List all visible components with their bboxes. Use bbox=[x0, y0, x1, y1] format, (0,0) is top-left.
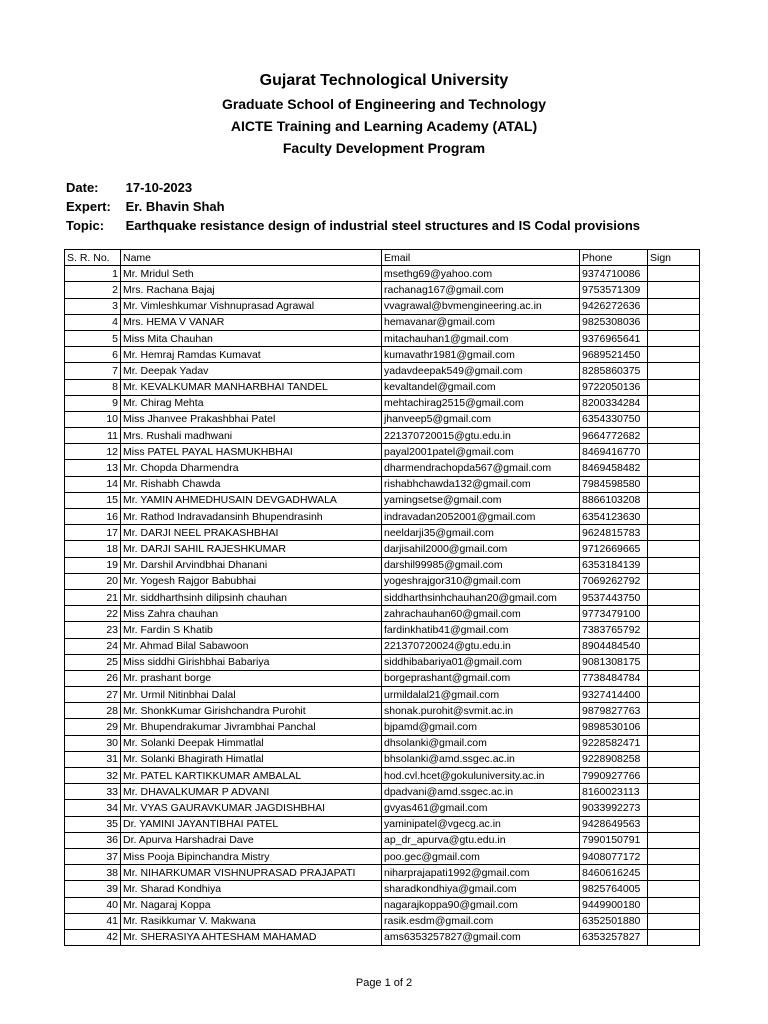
row-email: hod.cvl.hcet@gokuluniversity.ac.in bbox=[382, 768, 580, 784]
university-title: Gujarat Technological University bbox=[259, 72, 509, 89]
table-row bbox=[65, 411, 700, 427]
row-phone: 9689521450 bbox=[580, 347, 648, 363]
row-email: fardinkhatib41@gmail.com bbox=[382, 622, 580, 638]
row-sr-no: 31 bbox=[65, 751, 121, 767]
row-sign bbox=[648, 411, 700, 427]
row-sr-no: 37 bbox=[65, 848, 121, 864]
row-email: mehtachirag2515@gmail.com bbox=[382, 395, 580, 411]
row-name: Miss Jhanvee Prakashbhai Patel bbox=[121, 411, 382, 427]
header-sr-no: S. R. No. bbox=[65, 250, 121, 266]
row-email: payal2001patel@gmail.com bbox=[382, 444, 580, 460]
row-phone: 9449900180 bbox=[580, 897, 648, 913]
row-sign bbox=[648, 897, 700, 913]
row-name: Mr. Chopda Dharmendra bbox=[121, 460, 382, 476]
expert-value: Er. Bhavin Shah bbox=[125, 199, 225, 214]
row-phone: 9228582471 bbox=[580, 735, 648, 751]
row-name: Mr. Chirag Mehta bbox=[121, 395, 382, 411]
row-email: jhanveep5@gmail.com bbox=[382, 411, 580, 427]
row-phone: 9664772682 bbox=[580, 428, 648, 444]
row-email: darjisahil2000@gmail.com bbox=[382, 541, 580, 557]
row-sr-no: 41 bbox=[65, 913, 121, 929]
table-row bbox=[65, 735, 700, 751]
row-sign bbox=[648, 816, 700, 832]
table-row bbox=[65, 703, 700, 719]
row-name: Dr. Apurva Harshadrai Dave bbox=[121, 832, 382, 848]
row-email: darshil99985@gmail.com bbox=[382, 557, 580, 573]
header-name: Name bbox=[121, 250, 382, 266]
row-name: Mr. siddharthsinh dilipsinh chauhan bbox=[121, 589, 382, 605]
row-name: Miss Pooja Bipinchandra Mistry bbox=[121, 848, 382, 864]
table-row bbox=[65, 768, 700, 784]
row-phone: 9773479100 bbox=[580, 606, 648, 622]
row-name: Mr. Urmil Nitinbhai Dalal bbox=[121, 687, 382, 703]
row-sr-no: 30 bbox=[65, 735, 121, 751]
row-sr-no: 9 bbox=[65, 395, 121, 411]
row-sr-no: 33 bbox=[65, 784, 121, 800]
row-sign bbox=[648, 395, 700, 411]
row-email: neeldarji35@gmail.com bbox=[382, 525, 580, 541]
row-name: Mr. Bhupendrakumar Jivrambhai Panchal bbox=[121, 719, 382, 735]
row-phone: 7990927766 bbox=[580, 768, 648, 784]
row-name: Mr. KEVALKUMAR MANHARBHAI TANDEL bbox=[121, 379, 382, 395]
table-row bbox=[65, 606, 700, 622]
table-row bbox=[65, 589, 700, 605]
row-phone: 9033992273 bbox=[580, 800, 648, 816]
table-row bbox=[65, 460, 700, 476]
row-name: Miss Mita Chauhan bbox=[121, 330, 382, 346]
row-email: borgeprashant@gmail.com bbox=[382, 670, 580, 686]
row-phone: 9374710086 bbox=[580, 266, 648, 282]
table-row bbox=[65, 848, 700, 864]
row-phone: 9426272636 bbox=[580, 298, 648, 314]
row-email: sharadkondhiya@gmail.com bbox=[382, 881, 580, 897]
row-sign bbox=[648, 784, 700, 800]
row-email: mitachauhan1@gmail.com bbox=[382, 330, 580, 346]
row-sign bbox=[648, 606, 700, 622]
row-phone: 6353184139 bbox=[580, 557, 648, 573]
row-sign bbox=[648, 298, 700, 314]
row-sr-no: 13 bbox=[65, 460, 121, 476]
table-row bbox=[65, 347, 700, 363]
table-row bbox=[65, 492, 700, 508]
row-sign bbox=[648, 865, 700, 881]
row-name: Mr. Vimleshkumar Vishnuprasad Agrawal bbox=[121, 298, 382, 314]
program-title: Faculty Development Program bbox=[282, 140, 486, 156]
table-row bbox=[65, 476, 700, 492]
row-sr-no: 2 bbox=[65, 282, 121, 298]
row-email: bjpamd@gmail.com bbox=[382, 719, 580, 735]
row-sr-no: 40 bbox=[65, 897, 121, 913]
row-sign bbox=[648, 330, 700, 346]
row-sign bbox=[648, 735, 700, 751]
table-header-row bbox=[65, 250, 700, 266]
table-row bbox=[65, 687, 700, 703]
row-email: ams6353257827@gmail.com bbox=[382, 929, 580, 945]
row-name: Mr. Rasikkumar V. Makwana bbox=[121, 913, 382, 929]
row-sign bbox=[648, 525, 700, 541]
row-sign bbox=[648, 800, 700, 816]
row-sr-no: 28 bbox=[65, 703, 121, 719]
row-name: Mr. DARJI NEEL PRAKASHBHAI bbox=[121, 525, 382, 541]
row-email: 221370720015@gtu.edu.in bbox=[382, 428, 580, 444]
row-sr-no: 4 bbox=[65, 314, 121, 330]
row-phone: 9081308175 bbox=[580, 654, 648, 670]
row-sr-no: 29 bbox=[65, 719, 121, 735]
row-name: Mr. NIHARKUMAR VISHNUPRASAD PRAJAPATI bbox=[121, 865, 382, 881]
row-phone: 9825764005 bbox=[580, 881, 648, 897]
table-row bbox=[65, 557, 700, 573]
row-email: poo.gec@gmail.com bbox=[382, 848, 580, 864]
row-email: rishabhchawda132@gmail.com bbox=[382, 476, 580, 492]
row-sr-no: 39 bbox=[65, 881, 121, 897]
table-row bbox=[65, 330, 700, 346]
date-row bbox=[66, 178, 640, 197]
row-phone: 9428649563 bbox=[580, 816, 648, 832]
row-sign bbox=[648, 573, 700, 589]
row-sr-no: 35 bbox=[65, 816, 121, 832]
row-phone: 6352501880 bbox=[580, 913, 648, 929]
table-row bbox=[65, 314, 700, 330]
row-sr-no: 21 bbox=[65, 589, 121, 605]
row-sign bbox=[648, 347, 700, 363]
row-sr-no: 1 bbox=[65, 266, 121, 282]
table-row bbox=[65, 897, 700, 913]
table-row bbox=[65, 719, 700, 735]
row-name: Mrs. HEMA V VANAR bbox=[121, 314, 382, 330]
row-phone: 7383765792 bbox=[580, 622, 648, 638]
date-label: Date: bbox=[66, 180, 99, 195]
row-sr-no: 12 bbox=[65, 444, 121, 460]
row-phone: 7990150791 bbox=[580, 832, 648, 848]
row-name: Mr. ShonkKumar Girishchandra Purohit bbox=[121, 703, 382, 719]
row-name: Miss Zahra chauhan bbox=[121, 606, 382, 622]
row-email: nagarajkoppa90@gmail.com bbox=[382, 897, 580, 913]
row-name: Mr. Fardin S Khatib bbox=[121, 622, 382, 638]
date-value: 17-10-2023 bbox=[125, 180, 193, 195]
row-phone: 8160023113 bbox=[580, 784, 648, 800]
table-row bbox=[65, 298, 700, 314]
header-sign: Sign bbox=[648, 250, 700, 266]
table-row bbox=[65, 266, 700, 282]
row-email: 221370720024@gtu.edu.in bbox=[382, 638, 580, 654]
row-sr-no: 11 bbox=[65, 428, 121, 444]
row-email: rachanag167@gmail.com bbox=[382, 282, 580, 298]
table-row bbox=[65, 751, 700, 767]
attendance-table bbox=[64, 249, 700, 946]
table-row bbox=[65, 525, 700, 541]
topic-row bbox=[66, 216, 640, 235]
row-sr-no: 7 bbox=[65, 363, 121, 379]
table-row bbox=[65, 881, 700, 897]
document-header bbox=[0, 70, 768, 160]
row-phone: 9753571309 bbox=[580, 282, 648, 298]
row-sr-no: 10 bbox=[65, 411, 121, 427]
row-email: yogeshrajgor310@gmail.com bbox=[382, 573, 580, 589]
row-sign bbox=[648, 670, 700, 686]
row-phone: 8469416770 bbox=[580, 444, 648, 460]
row-name: Mr. Rathod Indravadansinh Bhupendrasinh bbox=[121, 509, 382, 525]
row-phone: 9722050136 bbox=[580, 379, 648, 395]
row-sr-no: 5 bbox=[65, 330, 121, 346]
row-name: Mr. DHAVALKUMAR P ADVANI bbox=[121, 784, 382, 800]
row-sign bbox=[648, 589, 700, 605]
row-name: Mr. Ahmad Bilal Sabawoon bbox=[121, 638, 382, 654]
row-email: ap_dr_apurva@gtu.edu.in bbox=[382, 832, 580, 848]
row-sr-no: 27 bbox=[65, 687, 121, 703]
row-email: dpadvani@amd.ssgec.ac.in bbox=[382, 784, 580, 800]
expert-row bbox=[66, 197, 640, 216]
row-email: hemavanar@gmail.com bbox=[382, 314, 580, 330]
row-sign bbox=[648, 444, 700, 460]
row-name: Mr. SHERASIYA AHTESHAM MAHAMAD bbox=[121, 929, 382, 945]
table-row bbox=[65, 929, 700, 945]
row-phone: 9228908258 bbox=[580, 751, 648, 767]
row-phone: 9825308036 bbox=[580, 314, 648, 330]
row-sr-no: 15 bbox=[65, 492, 121, 508]
row-sr-no: 38 bbox=[65, 865, 121, 881]
row-sign bbox=[648, 622, 700, 638]
row-name: Mr. Yogesh Rajgor Babubhai bbox=[121, 573, 382, 589]
row-sr-no: 19 bbox=[65, 557, 121, 573]
school-title: Graduate School of Engineering and Technology bbox=[221, 96, 547, 112]
row-phone: 9408077172 bbox=[580, 848, 648, 864]
table-row bbox=[65, 784, 700, 800]
page-number: Page 1 of 2 bbox=[355, 977, 413, 989]
row-phone: 6353257827 bbox=[580, 929, 648, 945]
row-sign bbox=[648, 768, 700, 784]
row-phone: 8469458482 bbox=[580, 460, 648, 476]
row-sign bbox=[648, 654, 700, 670]
row-email: rasik.esdm@gmail.com bbox=[382, 913, 580, 929]
row-name: Mrs. Rushali madhwani bbox=[121, 428, 382, 444]
row-email: zahrachauhan60@gmail.com bbox=[382, 606, 580, 622]
table-body bbox=[65, 266, 700, 946]
row-sign bbox=[648, 509, 700, 525]
row-name: Mr. Deepak Yadav bbox=[121, 363, 382, 379]
row-name: Mrs. Rachana Bajaj bbox=[121, 282, 382, 298]
row-sr-no: 6 bbox=[65, 347, 121, 363]
row-email: kevaltandel@gmail.com bbox=[382, 379, 580, 395]
row-sign bbox=[648, 881, 700, 897]
row-name: Mr. prashant borge bbox=[121, 670, 382, 686]
row-email: siddharthsinhchauhan20@gmail.com bbox=[382, 589, 580, 605]
table-row bbox=[65, 865, 700, 881]
row-sr-no: 17 bbox=[65, 525, 121, 541]
row-name: Mr. PATEL KARTIKKUMAR AMBALAL bbox=[121, 768, 382, 784]
table-row bbox=[65, 832, 700, 848]
header-email: Email bbox=[382, 250, 580, 266]
row-name: Mr. VYAS GAURAVKUMAR JAGDISHBHAI bbox=[121, 800, 382, 816]
row-phone: 8460616245 bbox=[580, 865, 648, 881]
row-sr-no: 26 bbox=[65, 670, 121, 686]
row-name: Mr. DARJI SAHIL RAJESHKUMAR bbox=[121, 541, 382, 557]
table-row bbox=[65, 622, 700, 638]
row-email: yadavdeepak549@gmail.com bbox=[382, 363, 580, 379]
row-name: Mr. YAMIN AHMEDHUSAIN DEVGADHWALA bbox=[121, 492, 382, 508]
row-sign bbox=[648, 314, 700, 330]
row-email: gvyas461@gmail.com bbox=[382, 800, 580, 816]
row-email: niharprajapati1992@gmail.com bbox=[382, 865, 580, 881]
header-phone: Phone bbox=[580, 250, 648, 266]
row-email: msethg69@yahoo.com bbox=[382, 266, 580, 282]
row-sr-no: 18 bbox=[65, 541, 121, 557]
row-phone: 8904484540 bbox=[580, 638, 648, 654]
row-name: Mr. Darshil Arvindbhai Dhanani bbox=[121, 557, 382, 573]
row-phone: 6354123630 bbox=[580, 509, 648, 525]
table-row bbox=[65, 379, 700, 395]
table-row bbox=[65, 282, 700, 298]
row-sr-no: 36 bbox=[65, 832, 121, 848]
row-name: Mr. Sharad Kondhiya bbox=[121, 881, 382, 897]
row-sr-no: 20 bbox=[65, 573, 121, 589]
row-sign bbox=[648, 379, 700, 395]
row-name: Mr. Solanki Bhagirath Himatlal bbox=[121, 751, 382, 767]
row-name: Mr. Mridul Seth bbox=[121, 266, 382, 282]
row-email: shonak.purohit@svmit.ac.in bbox=[382, 703, 580, 719]
row-sign bbox=[648, 848, 700, 864]
row-sign bbox=[648, 492, 700, 508]
row-phone: 7069262792 bbox=[580, 573, 648, 589]
row-sr-no: 23 bbox=[65, 622, 121, 638]
row-sign bbox=[648, 541, 700, 557]
row-sr-no: 24 bbox=[65, 638, 121, 654]
row-sign bbox=[648, 719, 700, 735]
row-phone: 8200334284 bbox=[580, 395, 648, 411]
table-row bbox=[65, 444, 700, 460]
row-email: vvagrawal@bvmengineering.ac.in bbox=[382, 298, 580, 314]
table-row bbox=[65, 638, 700, 654]
academy-title: AICTE Training and Learning Academy (ATAL) bbox=[230, 118, 538, 134]
row-name: Mr. Rishabh Chawda bbox=[121, 476, 382, 492]
row-name: Mr. Solanki Deepak Himmatlal bbox=[121, 735, 382, 751]
row-email: indravadan2052001@gmail.com bbox=[382, 509, 580, 525]
row-name: Miss siddhi Girishbhai Babariya bbox=[121, 654, 382, 670]
table-row bbox=[65, 913, 700, 929]
row-phone: 9712669665 bbox=[580, 541, 648, 557]
row-sign bbox=[648, 913, 700, 929]
row-email: yamingsetse@gmail.com bbox=[382, 492, 580, 508]
row-sr-no: 34 bbox=[65, 800, 121, 816]
table-row bbox=[65, 509, 700, 525]
row-email: urmildalal21@gmail.com bbox=[382, 687, 580, 703]
row-phone: 9327414400 bbox=[580, 687, 648, 703]
expert-label: Expert: bbox=[66, 199, 111, 214]
row-phone: 9898530106 bbox=[580, 719, 648, 735]
row-phone: 8866103208 bbox=[580, 492, 648, 508]
table-row bbox=[65, 395, 700, 411]
row-email: siddhibabariya01@gmail.com bbox=[382, 654, 580, 670]
row-sign bbox=[648, 929, 700, 945]
row-name: Mr. Nagaraj Koppa bbox=[121, 897, 382, 913]
row-sign bbox=[648, 703, 700, 719]
table-row bbox=[65, 363, 700, 379]
row-sign bbox=[648, 687, 700, 703]
table-row bbox=[65, 800, 700, 816]
table-row bbox=[65, 541, 700, 557]
row-sr-no: 42 bbox=[65, 929, 121, 945]
row-sign bbox=[648, 266, 700, 282]
row-sr-no: 8 bbox=[65, 379, 121, 395]
row-sr-no: 14 bbox=[65, 476, 121, 492]
row-email: kumavathr1981@gmail.com bbox=[382, 347, 580, 363]
table-row bbox=[65, 428, 700, 444]
row-phone: 7738484784 bbox=[580, 670, 648, 686]
row-sign bbox=[648, 638, 700, 654]
row-sr-no: 16 bbox=[65, 509, 121, 525]
row-name: Miss PATEL PAYAL HASMUKHBHAI bbox=[121, 444, 382, 460]
row-sign bbox=[648, 751, 700, 767]
row-phone: 7984598580 bbox=[580, 476, 648, 492]
row-sr-no: 3 bbox=[65, 298, 121, 314]
row-email: yaminipatel@vgecg.ac.in bbox=[382, 816, 580, 832]
row-sign bbox=[648, 476, 700, 492]
session-details bbox=[66, 178, 640, 235]
row-sign bbox=[648, 460, 700, 476]
row-sign bbox=[648, 363, 700, 379]
row-email: dhsolanki@gmail.com bbox=[382, 735, 580, 751]
row-sr-no: 22 bbox=[65, 606, 121, 622]
row-sign bbox=[648, 557, 700, 573]
row-name: Mr. Hemraj Ramdas Kumavat bbox=[121, 347, 382, 363]
row-phone: 9879827763 bbox=[580, 703, 648, 719]
row-phone: 9537443750 bbox=[580, 589, 648, 605]
topic-value: Earthquake resistance design of industrial steel structures and IS Codal provisions bbox=[125, 218, 640, 233]
topic-label: Topic: bbox=[66, 218, 105, 233]
row-email: dharmendrachopda567@gmail.com bbox=[382, 460, 580, 476]
row-sign bbox=[648, 428, 700, 444]
row-sr-no: 25 bbox=[65, 654, 121, 670]
table-row bbox=[65, 816, 700, 832]
row-sign bbox=[648, 282, 700, 298]
table-row bbox=[65, 573, 700, 589]
row-phone: 9624815783 bbox=[580, 525, 648, 541]
table-row bbox=[65, 654, 700, 670]
row-phone: 8285860375 bbox=[580, 363, 648, 379]
row-phone: 6354330750 bbox=[580, 411, 648, 427]
table-row bbox=[65, 670, 700, 686]
row-email: bhsolanki@amd.ssgec.ac.in bbox=[382, 751, 580, 767]
row-sr-no: 32 bbox=[65, 768, 121, 784]
row-sign bbox=[648, 832, 700, 848]
row-phone: 9376965641 bbox=[580, 330, 648, 346]
row-name: Dr. YAMINI JAYANTIBHAI PATEL bbox=[121, 816, 382, 832]
